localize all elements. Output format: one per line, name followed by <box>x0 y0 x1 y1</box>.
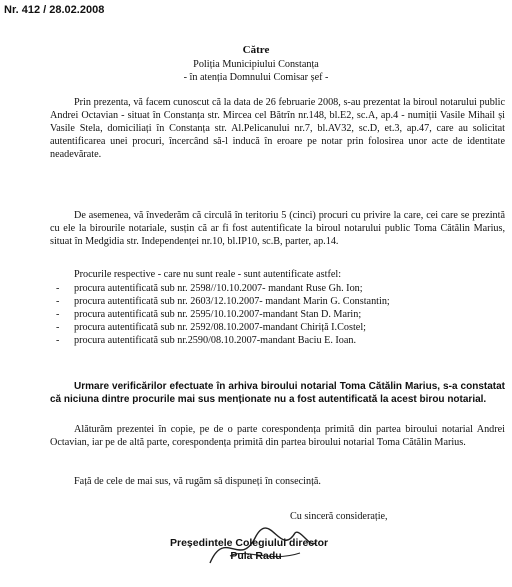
list-item: - procura autentificată sub nr.2590/08.10.2007-mandant Baciu E. Ioan. <box>50 334 505 347</box>
list-item: - procura autentificată sub nr. 2595/10.10.2007-mandant Stan D. Marin; <box>50 308 505 321</box>
signatory-role: Președintele Colegiului director <box>170 537 329 549</box>
list-item: - procura autentificată sub nr. 2598//10.10.2007- mandant Ruse Gh. Ion; <box>50 282 505 295</box>
paragraph-2: De asemenea, vă învederăm că circulă în teritoriu 5 (cinci) procuri cu privire la care, cei care se prezintă cu ele la birourile notariale, susțin că ar fi fost autentificate la biroul notarului public Toma Cătălin Marius, situat în Medgidia str. Independenței nr.10, bl.IP10, sc.B, parter, ap.14. <box>50 210 505 247</box>
signatory-name: Pula Radu <box>230 550 282 562</box>
recipient-institution: Poliția Municipiului Constanța <box>193 59 319 70</box>
power-of-attorney-list <box>50 282 505 347</box>
reference-number: Nr. 412 / 28.02.2008 <box>4 4 105 16</box>
recipient-attention: - în atenția Domnului Comisar șef - <box>183 72 329 83</box>
list-item: - procura autentificată sub nr. 2603/12.10.2007- mandant Marin G. Constantin; <box>50 295 505 308</box>
paragraph-request: Față de cele de mai sus, vă rugăm să dispuneți în consecință. <box>74 476 321 487</box>
paragraph-1: Prin prezenta, vă facem cunoscut că la data de 26 februarie 2008, s-au prezentat la biroul notarului public Andrei Octavian - situat în Constanța str. Mircea cel Bătrîn nr.148, bl.E2, sc.A, ap.4 - numiții Vasile Mihail și Vasile Stela, domiciliați în Constanța str. Al.Pelicanului nr.7, bl.AV32, sc.D, et.3, ap.47, care au solicitat autentificarea unei procuri, încercând să-l inducă în eroare pe notar prin folosirea unor acte de identitate neadevărate. <box>50 97 505 160</box>
paragraph-findings: Urmare verificărilor efectuate în arhiva biroului notarial Toma Cătălin Marius, s-a constatat că niciuna dintre procurile mai sus menționate nu a fost autentificată la acest birou notarial. <box>50 381 505 405</box>
paragraph-3: Procurile respective - care nu sunt reale - sunt autentificate astfel: <box>74 269 342 280</box>
closing-regards: Cu sinceră considerație, <box>290 511 388 522</box>
paragraph-attachments: Alăturăm prezentei în copie, pe de o parte corespondența primită din partea biroului notarial Andrei Octavian, iar pe de altă parte, corespondența primită din partea biroului notarial Toma Cătălin Marius. <box>50 424 505 448</box>
list-item: - procura autentificată sub nr. 2592/08.10.2007-mandant Chiriță I.Costel; <box>50 321 505 334</box>
recipient-heading: Către <box>242 44 270 56</box>
